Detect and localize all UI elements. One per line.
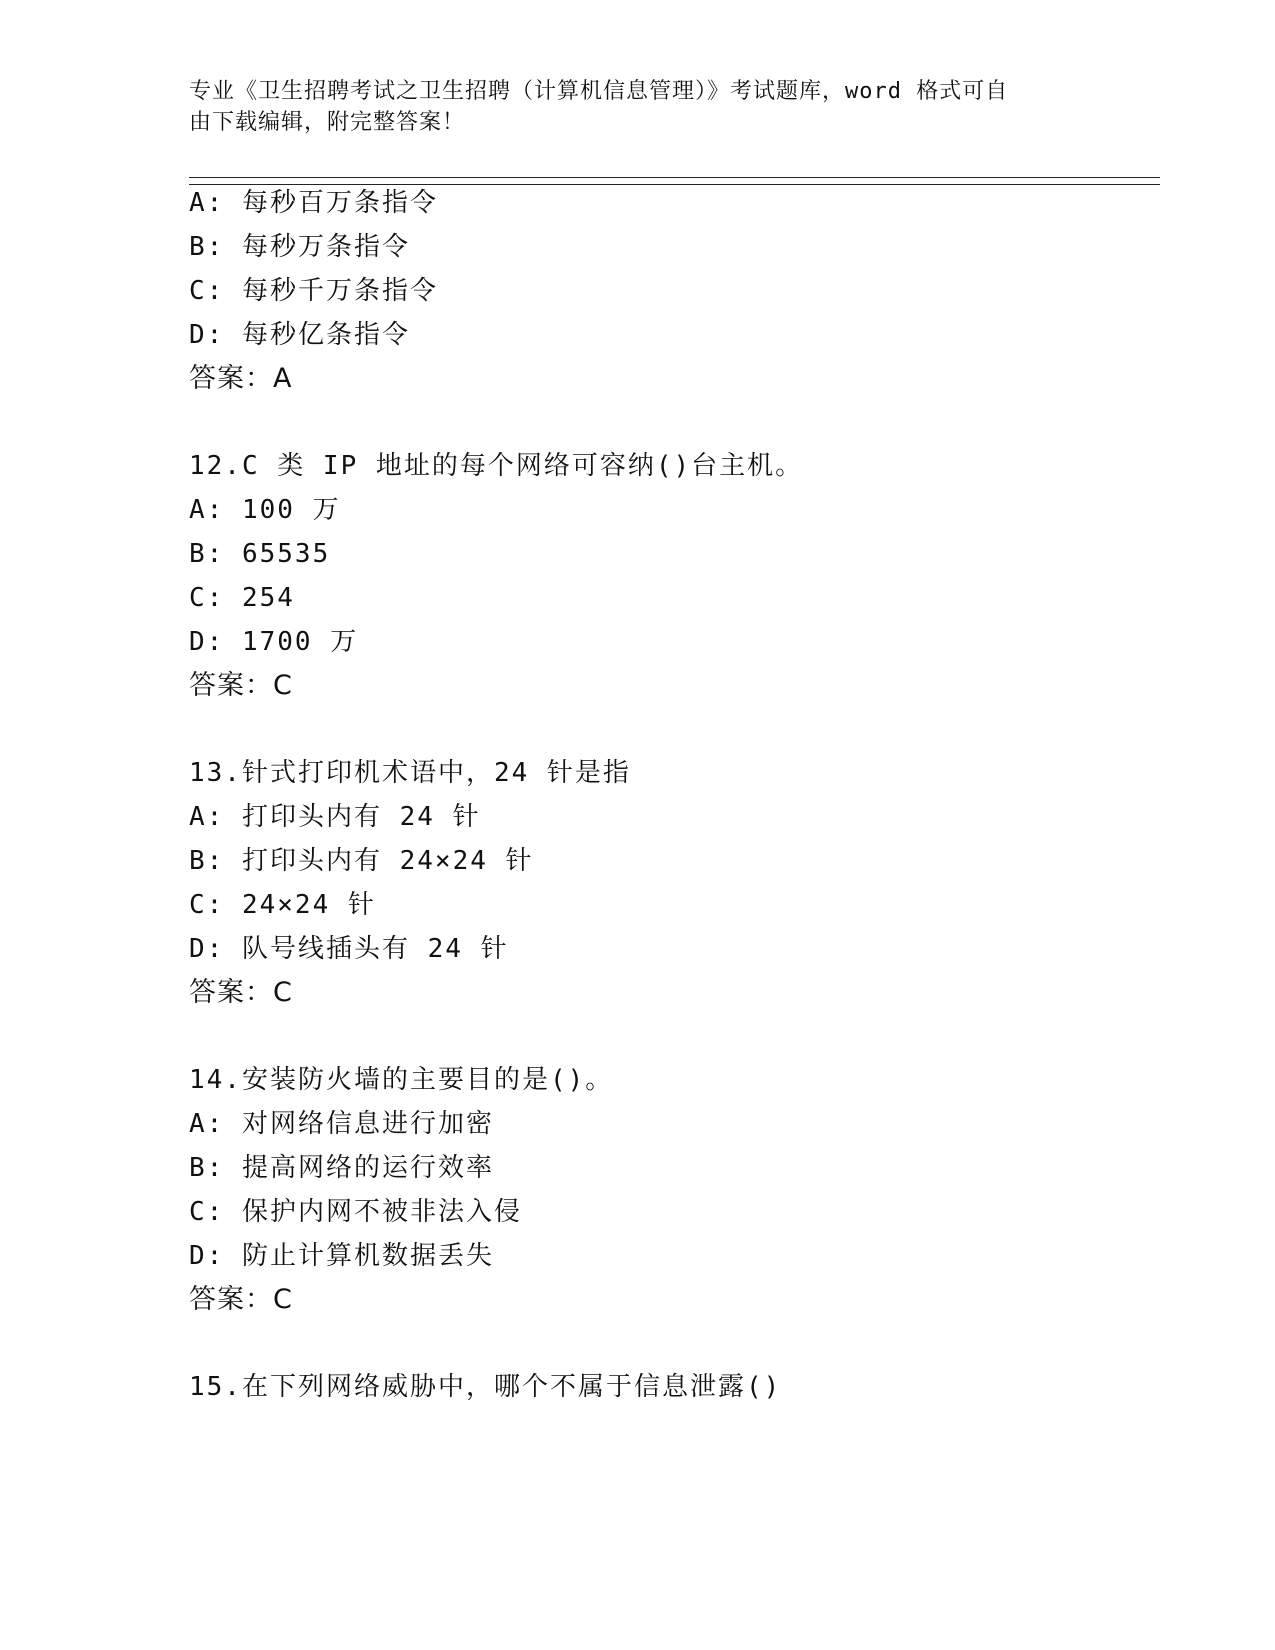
question-12-stem: 12.C 类 IP 地址的每个网络可容纳()台主机。 (189, 451, 804, 481)
question-14-stem: 14.安装防火墙的主要目的是()。 (189, 1065, 614, 1095)
option-d: D: 防止计算机数据丢失 (189, 1241, 494, 1271)
header-divider (189, 177, 1160, 185)
option-a: A: 100 万 (189, 495, 341, 525)
option-a: A: 打印头内有 24 针 (189, 802, 481, 832)
question-13-stem: 13.针式打印机术语中，24 针是指 (189, 758, 631, 788)
option-d: D: 每秒亿条指令 (189, 320, 410, 350)
question-15-stem: 15.在下列网络威胁中，哪个不属于信息泄露() (189, 1372, 782, 1402)
answer-line: 答案：C (189, 977, 293, 1008)
option-c: C: 24×24 针 (189, 890, 376, 920)
option-d: D: 队号线插头有 24 针 (189, 934, 509, 964)
option-d: D: 1700 万 (189, 627, 359, 657)
option-c: C: 254 (189, 583, 295, 613)
option-c: C: 保护内网不被非法入侵 (189, 1197, 522, 1227)
option-a: A: 每秒百万条指令 (189, 188, 438, 218)
answer-line: 答案：A (189, 363, 293, 394)
option-a: A: 对网络信息进行加密 (189, 1109, 494, 1139)
option-b: B: 打印头内有 24×24 针 (189, 846, 534, 876)
answer-line: 答案：C (189, 1284, 293, 1315)
header-line-2: 由下载编辑，附完整答案！ (189, 110, 466, 135)
header-line-1: 专业《卫生招聘考试之卫生招聘（计算机信息管理）》考试题库，word 格式可自 (189, 79, 1009, 104)
option-c: C: 每秒千万条指令 (189, 276, 438, 306)
answer-line: 答案：C (189, 670, 293, 701)
page-header (189, 76, 1089, 138)
option-b: B: 每秒万条指令 (189, 232, 410, 262)
option-b: B: 65535 (189, 539, 331, 569)
option-b: B: 提高网络的运行效率 (189, 1153, 494, 1183)
